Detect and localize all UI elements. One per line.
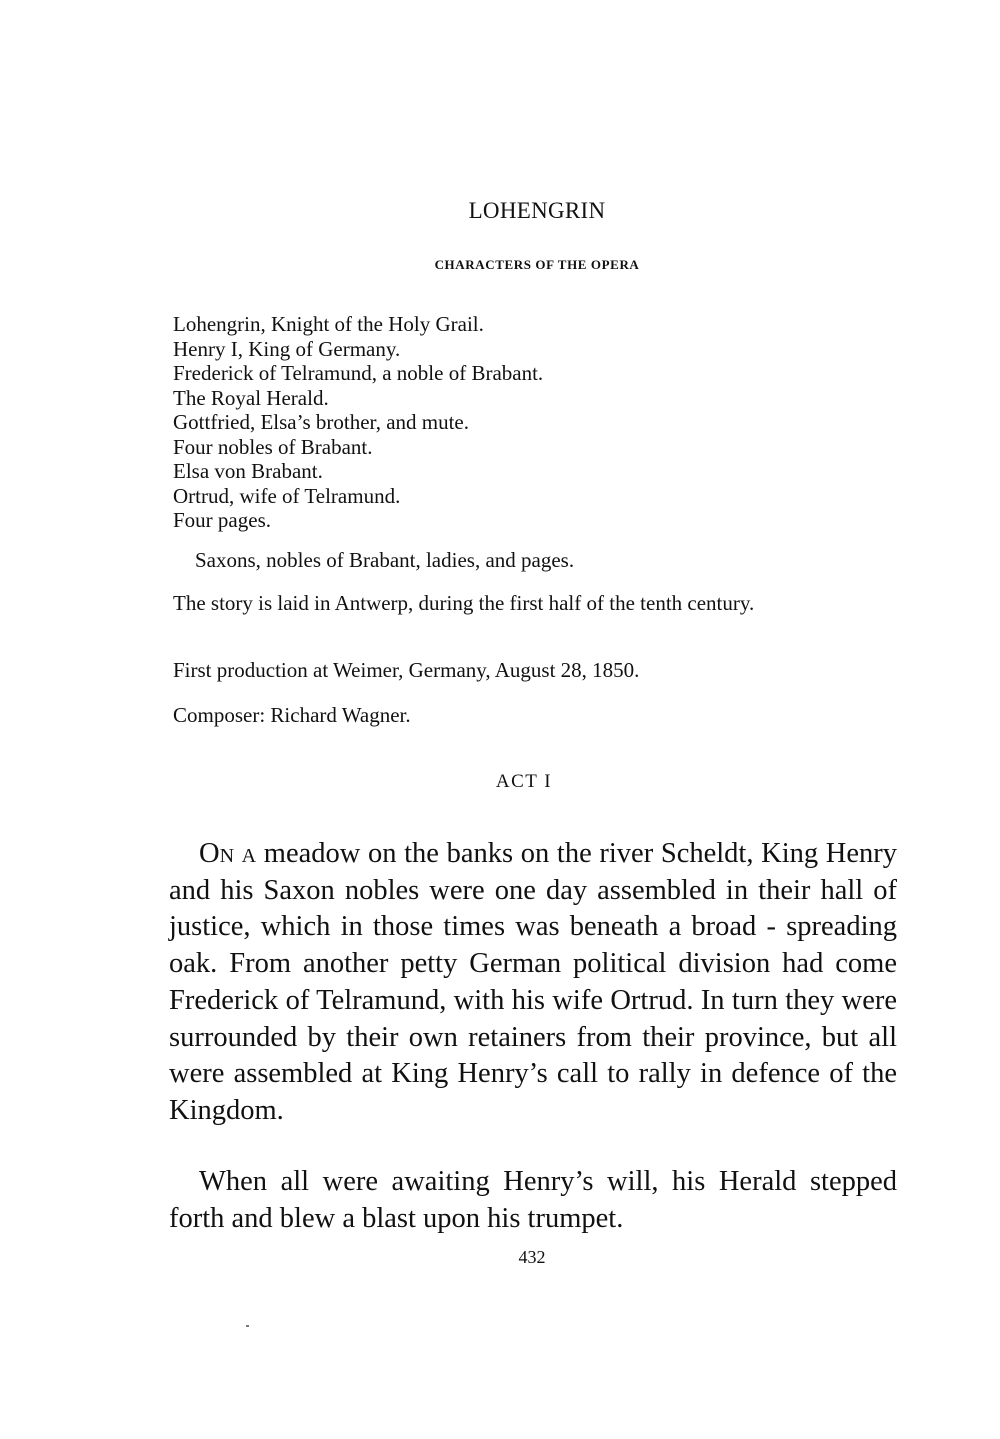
cast-item: Gottfried, Elsa’s brother, and mute. [173, 410, 469, 434]
cast-item: Four nobles of Brabant. [173, 434, 373, 459]
body-paragraph: When all were awaiting Henry’s will, his Herald stepped forth and blew a blast upon his trumpet. [169, 1166, 897, 1234]
cast-item: The Royal Herald. [173, 385, 329, 410]
production-note: First production at Weimer, Germany, August 28, 1850. [173, 658, 640, 682]
body-paragraph [169, 836, 897, 1130]
cast-item: Elsa von Brabant. [173, 459, 323, 483]
chorus-note: Saxons, nobles of Brabant, ladies, and pages. [195, 548, 575, 572]
cast-item: Ortrud, wife of Telramund. [173, 483, 401, 508]
page-number: 432 [518, 1247, 546, 1267]
cast-item: Frederick of Telramund, a noble of Brabant. [173, 361, 544, 385]
act-heading: ACT I [495, 771, 553, 792]
paragraph-text: meadow on the banks on the river Scheldt, King Henry and his Saxon nobles were one day assembled in their hall of justice, which in those times was beneath a broad - spreading oak. From another petty German political division had come Frederick of Telramund, with his wife Ortrud. In turn they were surrounded by their own retainers from their province, but all were assembled at King Henry’s call to rally in defence of the Kingdom. [169, 838, 897, 1126]
page-title: LOHENGRIN [468, 198, 606, 223]
cast-item: Henry I, King of Germany. [173, 336, 401, 361]
setting-note: The story is laid in Antwerp, during the first half of the tenth century. [173, 591, 755, 615]
section-subtitle: CHARACTERS OF THE OPERA [434, 257, 640, 272]
paragraph-lead-in: On a [199, 838, 257, 869]
scan-speck [246, 1325, 249, 1327]
cast-list [173, 312, 543, 533]
composer-note: Composer: Richard Wagner. [173, 703, 411, 727]
cast-item: Four pages. [173, 508, 271, 532]
cast-item: Lohengrin, Knight of the Holy Grail. [173, 312, 484, 336]
